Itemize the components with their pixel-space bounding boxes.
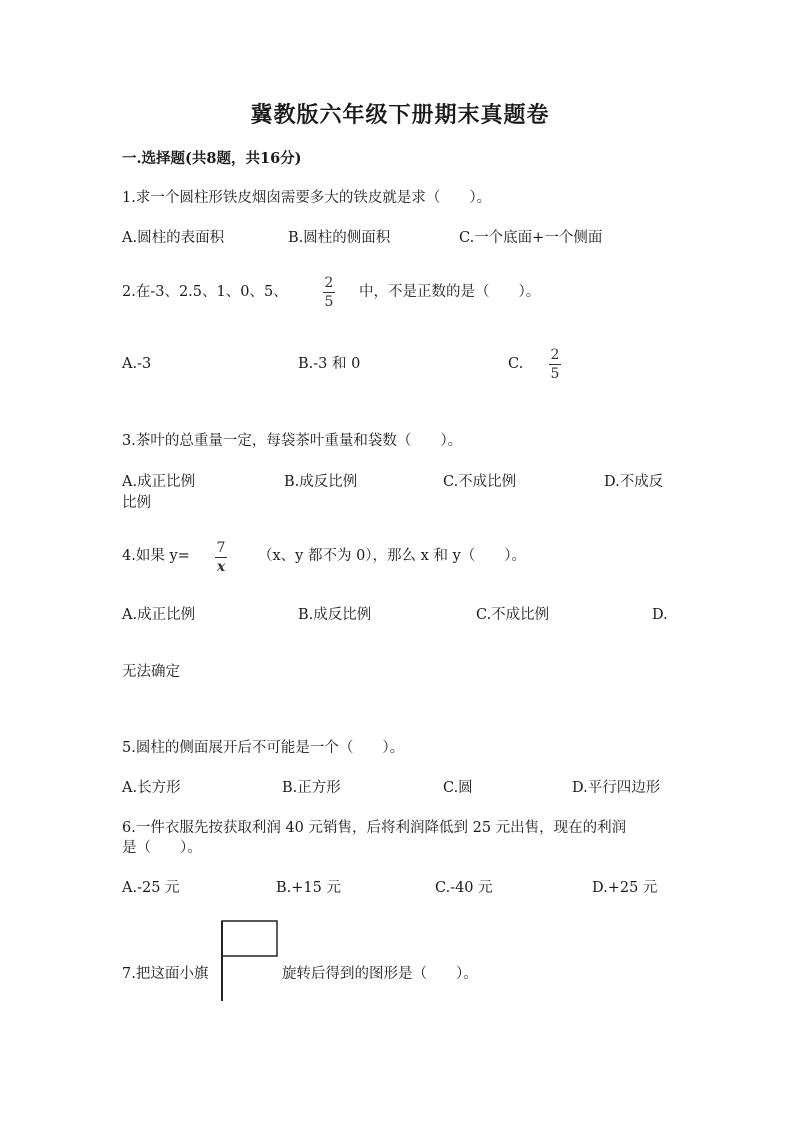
option-d: D.平行四边形 <box>572 780 661 796</box>
fraction-numerator: 2 <box>324 275 334 291</box>
fraction-denominator: 5 <box>550 366 560 382</box>
option-c: C.一个底面+一个侧面 <box>459 230 603 246</box>
question-stem: 4.如果 y= <box>122 548 190 564</box>
fraction-denominator: 5 <box>324 294 334 310</box>
question-stem: 2.在-3、2.5、1、0、5、 <box>122 284 288 300</box>
option-a: A.-25 元 <box>122 880 180 896</box>
fraction-numerator: 2 <box>550 347 560 363</box>
fraction <box>321 275 337 310</box>
option-b: B.正方形 <box>282 780 341 796</box>
option-b: B.+15 元 <box>276 880 341 896</box>
question-stem: 3.茶叶的总重量一定，每袋茶叶重量和袋数（ ）。 <box>122 433 463 449</box>
fraction-numerator: 7 <box>216 540 226 556</box>
question-stem-continued: 中，不是正数的是（ ）。 <box>359 284 541 300</box>
option-c: C.不成比例 <box>476 607 550 623</box>
question-stem-continued: （x、y 都不为 0），那么 x 和 y（ ）。 <box>258 548 527 564</box>
option-c: C. <box>508 356 524 372</box>
option-b: B.-3 和 0 <box>298 356 361 372</box>
option-b: B.成反比例 <box>284 474 358 490</box>
question-stem: 6.一件衣服先按获取利润 40 元销售，后将利润降低到 25 元出售，现在的利润 <box>122 820 627 836</box>
fraction <box>213 540 229 575</box>
option-c: C.-40 元 <box>435 880 493 896</box>
option-a: A.圆柱的表面积 <box>122 230 225 246</box>
option-d-wrap: 无法确定 <box>122 664 180 680</box>
option-c: C.圆 <box>443 780 473 796</box>
question-stem: 1.求一个圆柱形铁皮烟囱需要多大的铁皮就是求（ ）。 <box>122 190 492 206</box>
fraction <box>547 347 563 382</box>
fraction-bar <box>549 364 561 365</box>
fraction-bar <box>323 292 335 293</box>
question-stem: 5.圆柱的侧面展开后不可能是一个（ ）。 <box>122 740 405 756</box>
fraction-bar <box>215 557 227 558</box>
option-d: D.不成反 <box>604 474 664 490</box>
page-title: 冀教版六年级下册期末真题卷 <box>250 102 550 128</box>
option-a: A.成正比例 <box>122 474 196 490</box>
option-a: A.长方形 <box>122 780 181 796</box>
option-c: C.不成比例 <box>443 474 517 490</box>
question-stem-continued: 旋转后得到的图形是（ ）。 <box>282 966 478 982</box>
option-d: D.+25 元 <box>592 880 658 896</box>
question-stem-line-2: 是（ ）。 <box>122 840 202 856</box>
fraction-denominator: x <box>216 559 226 575</box>
section-heading: 一.选择题(共8题，共16分) <box>122 150 302 167</box>
option-d: D. <box>652 607 668 623</box>
flag-icon <box>219 919 281 1003</box>
option-d-wrap: 比例 <box>122 495 151 511</box>
option-b: B.圆柱的侧面积 <box>288 230 391 246</box>
option-a: A.成正比例 <box>122 607 196 623</box>
option-a: A.-3 <box>122 356 152 372</box>
question-stem: 7.把这面小旗 <box>122 966 209 982</box>
option-b: B.成反比例 <box>298 607 372 623</box>
